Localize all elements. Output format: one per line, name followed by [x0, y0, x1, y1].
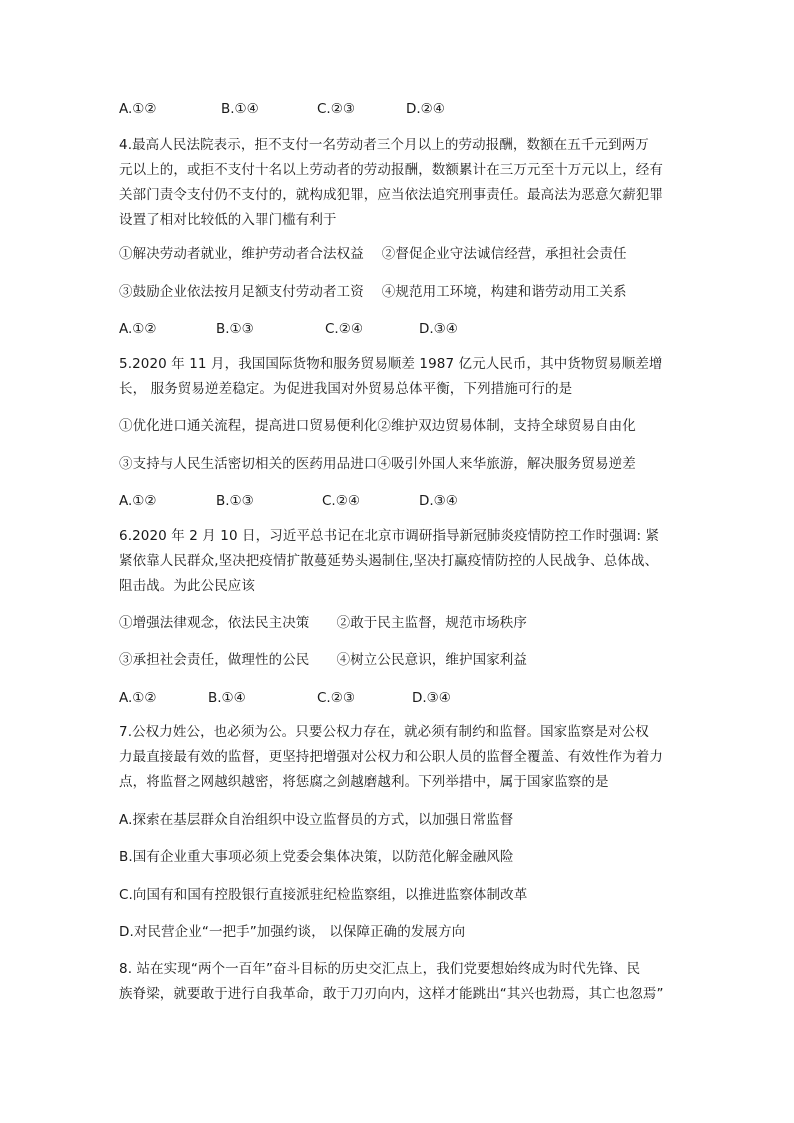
- q7-stem-line-1: 7.公权力姓公，也必须为公。只要公权力存在，就必须有制约和监督。国家监察是对公权: [119, 724, 649, 740]
- q4-option-a: A.①②: [119, 321, 157, 337]
- q4-statement-2: ③鼓励企业依法按月足额支付劳动者工资 ④规范用工环境，构建和谐劳动用工关系: [119, 284, 627, 300]
- q6-statement-1: ①增强法律观念，依法民主决策 ②敢于民主监督，规范市场秩序: [119, 615, 527, 631]
- q5-option-d: D.③④: [419, 493, 458, 509]
- q8-stem-line-2: 族脊梁，就要敢于进行自我革命，敢于刀刃向内，这样才能跳出“其兴也勃焉，其亡也忽焉”: [119, 986, 664, 1002]
- q6-statement-2: ③承担社会责任，做理性的公民 ④树立公民意识，维护国家利益: [119, 652, 527, 668]
- q4-stem-line-3: 关部门责令支付仍不支付的，就构成犯罪，应当依法追究刑事责任。最高法为恶意欠薪犯罪: [119, 187, 663, 203]
- q6-stem-line-2: 紧依靠人民群众,坚决把疫情扩散蔓延势头遏制住,坚决打赢疫情防控的人民战争、总体战、: [119, 553, 659, 569]
- q4-option-b: B.①③: [216, 321, 254, 337]
- q5-stem-line-1: 5.2020 年 11 月，我国国际货物和服务贸易顺差 1987 亿元人民币，其中货物贸易顺差增: [119, 356, 663, 372]
- q4-option-d: D.③④: [419, 321, 458, 337]
- q5-option-a: A.①②: [119, 493, 157, 509]
- q7-choice-c: C.向国有和国有控股银行直接派驻纪检监察组，以推进监察体制改革: [119, 887, 528, 903]
- q3-option-b: B.①④: [221, 101, 259, 117]
- q5-option-b: B.①③: [216, 493, 254, 509]
- q6-option-a: A.①②: [119, 690, 157, 706]
- q5-option-c: C.②④: [322, 493, 360, 509]
- q5-statement-1: ①优化进口通关流程，提高进口贸易便利化②维护双边贸易体制，支持全球贸易自由化: [119, 418, 636, 434]
- q3-option-c: C.②③: [317, 101, 355, 117]
- q4-statement-1: ①解决劳动者就业，维护劳动者合法权益 ②督促企业守法诚信经营，承担社会责任: [119, 246, 627, 262]
- q4-stem-line-4: 设置了相对比较低的入罪门槛有利于: [119, 212, 337, 228]
- q3-option-a: A.①②: [119, 101, 157, 117]
- q7-choice-b: B.国有企业重大事项必须上党委会集体决策，以防范化解金融风险: [119, 849, 514, 865]
- q8-stem-line-1: 8. 站在实现“两个一百年”奋斗目标的历史交汇点上，我们党要想始终成为时代先锋、民: [119, 961, 641, 977]
- q7-stem-line-2: 力最直接最有效的监督，更坚持把增强对公权力和公职人员的监督全覆盖、有效性作为着力: [119, 749, 663, 765]
- q4-stem-line-2: 元以上的，或拒不支付十名以上劳动者的劳动报酬，数额累计在三万元至十万元以上，经有: [119, 162, 663, 178]
- q5-stem-line-2: 长， 服务贸易逆差稳定。为促进我国对外贸易总体平衡，下列措施可行的是: [119, 381, 573, 397]
- q6-stem-line-3: 阻击战。为此公民应该: [119, 578, 255, 594]
- q3-option-d: D.②④: [406, 101, 445, 117]
- q7-choice-d: D.对民营企业“一把手”加强约谈， 以保障正确的发展方向: [119, 924, 466, 940]
- q6-option-c: C.②③: [317, 690, 355, 706]
- q5-statement-2: ③支持与人民生活密切相关的医药用品进口④吸引外国人来华旅游，解决服务贸易逆差: [119, 456, 636, 472]
- q6-option-d: D.③④: [412, 690, 451, 706]
- q4-stem-line-1: 4.最高人民法院表示，拒不支付一名劳动者三个月以上的劳动报酬，数额在五千元到两万: [119, 137, 649, 153]
- q6-stem-line-1: 6.2020 年 2 月 10 日，习近平总书记在北京市调研指导新冠肺炎疫情防控工作时强调: 紧: [119, 528, 660, 544]
- q6-option-b: B.①④: [208, 690, 246, 706]
- q4-option-c: C.②④: [325, 321, 363, 337]
- q7-stem-line-3: 点，将监督之网越织越密，将惩腐之剑越磨越利。下列举措中，属于国家监察的是: [119, 774, 609, 790]
- q7-choice-a: A.探索在基层群众自治组织中设立监督员的方式，以加强日常监督: [119, 812, 514, 828]
